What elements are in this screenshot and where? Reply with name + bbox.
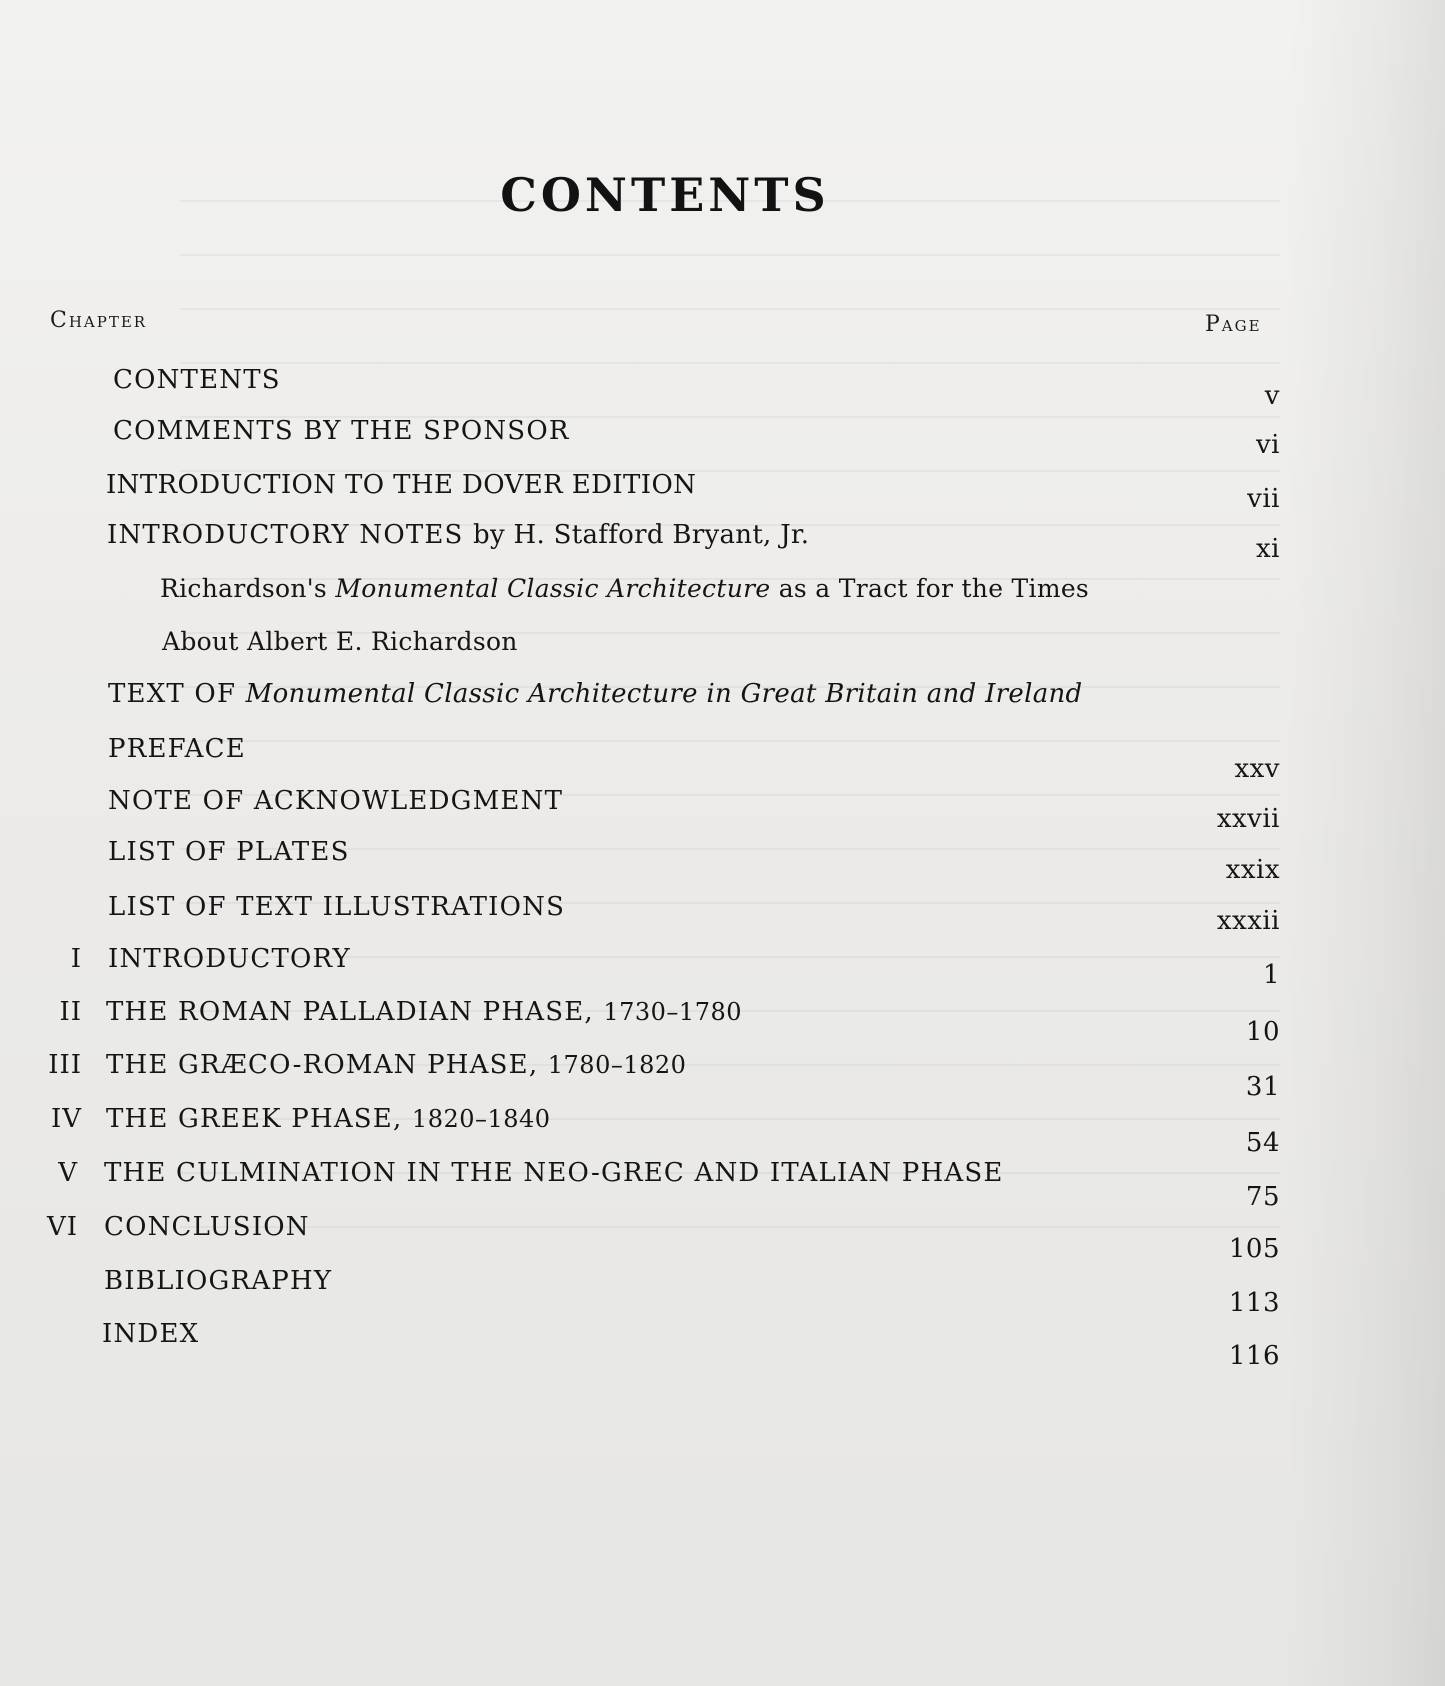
page-title: CONTENTS [500,168,830,222]
toc-entry-page: vi [1255,430,1280,460]
toc-entry-page: 54 [1245,1128,1280,1158]
toc-entry-label-main: THE ROMAN PALLADIAN PHASE, [106,997,594,1027]
toc-entry-label [160,574,1089,603]
toc-entry [0,1050,1445,1102]
toc-entry-page: 1 [1262,960,1280,990]
toc-entry [0,416,1445,464]
toc-entry-label: BIBLIOGRAPHY [104,1266,333,1296]
toc-entry-page: xxvii [1216,804,1280,834]
toc-entry [0,574,1445,622]
toc-entry-label: INTRODUCTORY [108,944,351,974]
toc-entry-label [106,997,742,1027]
toc-entry-label: INDEX [102,1319,200,1349]
toc-entry [0,679,1445,727]
toc-entry-label-main: THE GRÆCO-ROMAN PHASE, [106,1050,539,1080]
toc-entry-label-main: TEXT OF [108,679,237,709]
toc-entry [0,365,1445,413]
toc-entry-label: INTRODUCTION TO THE DOVER EDITION [106,470,697,500]
toc-entry [0,997,1445,1045]
toc-entry [0,627,1445,675]
chapter-number: V [58,1158,78,1188]
toc-entry [0,470,1445,518]
toc-entry-page: 31 [1245,1072,1280,1102]
toc-entry-label: COMMENTS BY THE SPONSOR [113,416,570,446]
toc-entry [0,1158,1445,1212]
toc-entry-page: 113 [1228,1288,1280,1318]
toc-entry-label-years: 1730–1780 [603,998,742,1026]
toc-entry [0,944,1445,992]
toc-entry-page: 116 [1228,1341,1280,1371]
chapter-number: IV [50,1104,82,1134]
toc-entry-label-main: Richardson's [160,574,328,603]
page-column-header: Page [1205,312,1262,337]
toc-entry-label: LIST OF PLATES [108,837,350,867]
toc-entry-label [108,679,1082,709]
chapter-number: II [59,997,82,1027]
toc-entry [0,1319,1445,1371]
toc-entry-page: 10 [1245,1017,1280,1047]
chapter-number: III [48,1050,82,1080]
toc-entry-page: vii [1247,484,1280,514]
toc-entry-label: About Albert E. Richardson [162,627,518,656]
toc-entry-label-years: 1780–1820 [547,1051,687,1079]
toc-entry-label: CONCLUSION [104,1212,310,1242]
toc-entry-page: 75 [1245,1182,1280,1212]
toc-entry [0,1266,1445,1318]
toc-entry-label-italic: Monumental Classic Architecture in Great Britain and Ireland [245,679,1083,709]
toc-entry-label-rest: as a Tract for the Times [778,574,1090,603]
toc-entry-label-years: 1820–1840 [411,1105,551,1133]
toc-entry-page: v [1264,381,1280,411]
toc-entry-page: xxxii [1216,906,1280,936]
toc-entry-label: PREFACE [108,734,246,764]
chapter-number: I [70,944,82,974]
toc-entry-page: xi [1256,534,1280,564]
toc-entry-label-main: INTRODUCTORY NOTES [107,520,464,550]
toc-entry [0,1104,1445,1158]
toc-entry-page: 105 [1228,1234,1280,1264]
toc-entry-label [106,1050,686,1080]
toc-entry-label: CONTENTS [113,365,281,395]
toc-entry [0,892,1445,940]
chapter-number: VI [46,1212,78,1242]
toc-entry-label-author: by H. Stafford Bryant, Jr. [473,520,810,550]
toc-entry [0,1212,1445,1264]
toc-entry-page: xxv [1234,754,1280,784]
chapter-column-header: Chapter [50,308,148,333]
toc-entry-label [107,520,809,550]
toc-entry-label [106,1104,551,1134]
toc-entry [0,786,1445,834]
toc-entry [0,734,1445,782]
toc-entry [0,837,1445,885]
toc-entry-label-main: THE GREEK PHASE, [106,1104,403,1134]
toc-entry [0,520,1445,568]
toc-entry-label-italic: Monumental Classic Architecture [335,574,771,603]
toc-entry-page: xxix [1225,855,1280,885]
toc-entry-label: LIST OF TEXT ILLUSTRATIONS [108,892,566,922]
toc-entry-label: NOTE OF ACKNOWLEDGMENT [108,786,564,816]
toc-entry-label: THE CULMINATION IN THE NEO-GREC AND ITALIAN PHASE [104,1158,1004,1188]
